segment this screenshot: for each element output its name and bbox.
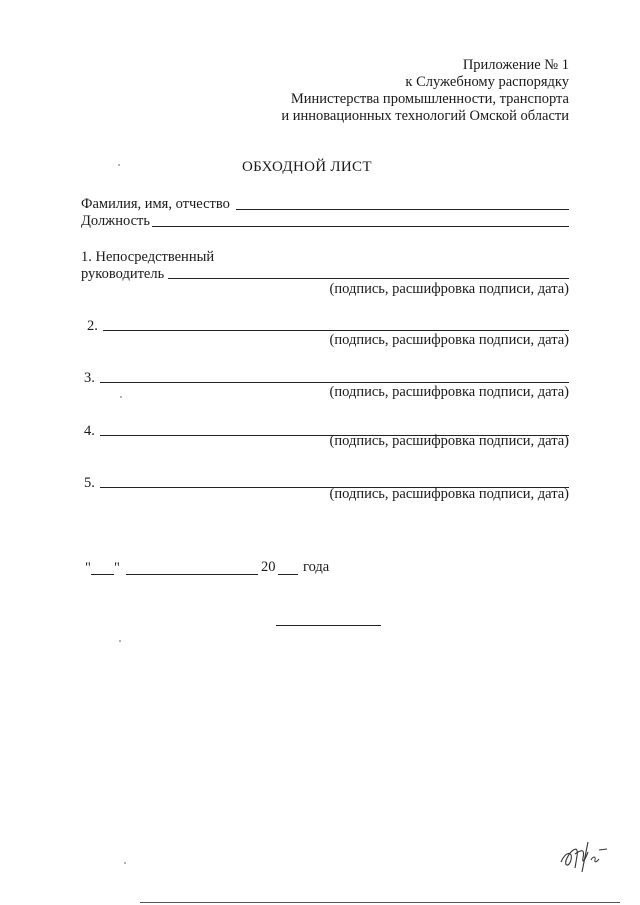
date-day-line	[91, 574, 114, 575]
appendix-reference: к Служебному распорядку	[405, 74, 569, 90]
item-2-signature-line	[103, 330, 569, 331]
appendix-number: Приложение № 1	[462, 57, 569, 73]
item-3-label: 3.	[84, 370, 95, 386]
date-open-quote: "	[85, 560, 91, 576]
page-title: ОБХОДНОЙ ЛИСТ	[242, 159, 372, 175]
item-4-label: 4.	[84, 423, 95, 439]
scan-speck	[118, 164, 120, 166]
scan-speck	[120, 396, 122, 398]
item-4-caption: (подпись, расшифровка подписи, дата)	[329, 433, 569, 449]
position-label: Должность	[81, 213, 150, 229]
date-year-suffix: года	[303, 559, 330, 575]
item-2-caption: (подпись, расшифровка подписи, дата)	[329, 332, 569, 348]
position-line	[152, 226, 569, 227]
item-1-label: 1. Непосредственный	[81, 249, 215, 265]
full-name-line	[236, 209, 569, 210]
item-5-label: 5.	[84, 475, 95, 491]
date-year-line	[278, 574, 298, 575]
final-signature-line	[276, 625, 381, 626]
scan-speck	[124, 862, 126, 864]
appendix-ministry-cont: и инновационных технологий Омской области	[281, 108, 569, 124]
item-3-signature-line	[100, 382, 569, 383]
item-5-caption: (подпись, расшифровка подписи, дата)	[329, 486, 569, 502]
handwritten-initials	[555, 830, 615, 875]
item-1-caption: (подпись, расшифровка подписи, дата)	[329, 281, 569, 297]
item-2-label: 2.	[87, 318, 98, 334]
full-name-label: Фамилия, имя, отчество	[81, 196, 230, 212]
appendix-ministry: Министерства промышленности, транспорта	[290, 91, 569, 107]
item-1-label-cont: руководитель	[81, 266, 165, 282]
scan-edge-line	[140, 902, 620, 903]
date-year-prefix: 20	[261, 559, 276, 575]
item-1-signature-line	[168, 278, 569, 279]
item-3-caption: (подпись, расшифровка подписи, дата)	[329, 384, 569, 400]
date-close-quote: "	[114, 560, 120, 576]
scan-speck	[119, 640, 121, 642]
date-month-line	[126, 574, 258, 575]
